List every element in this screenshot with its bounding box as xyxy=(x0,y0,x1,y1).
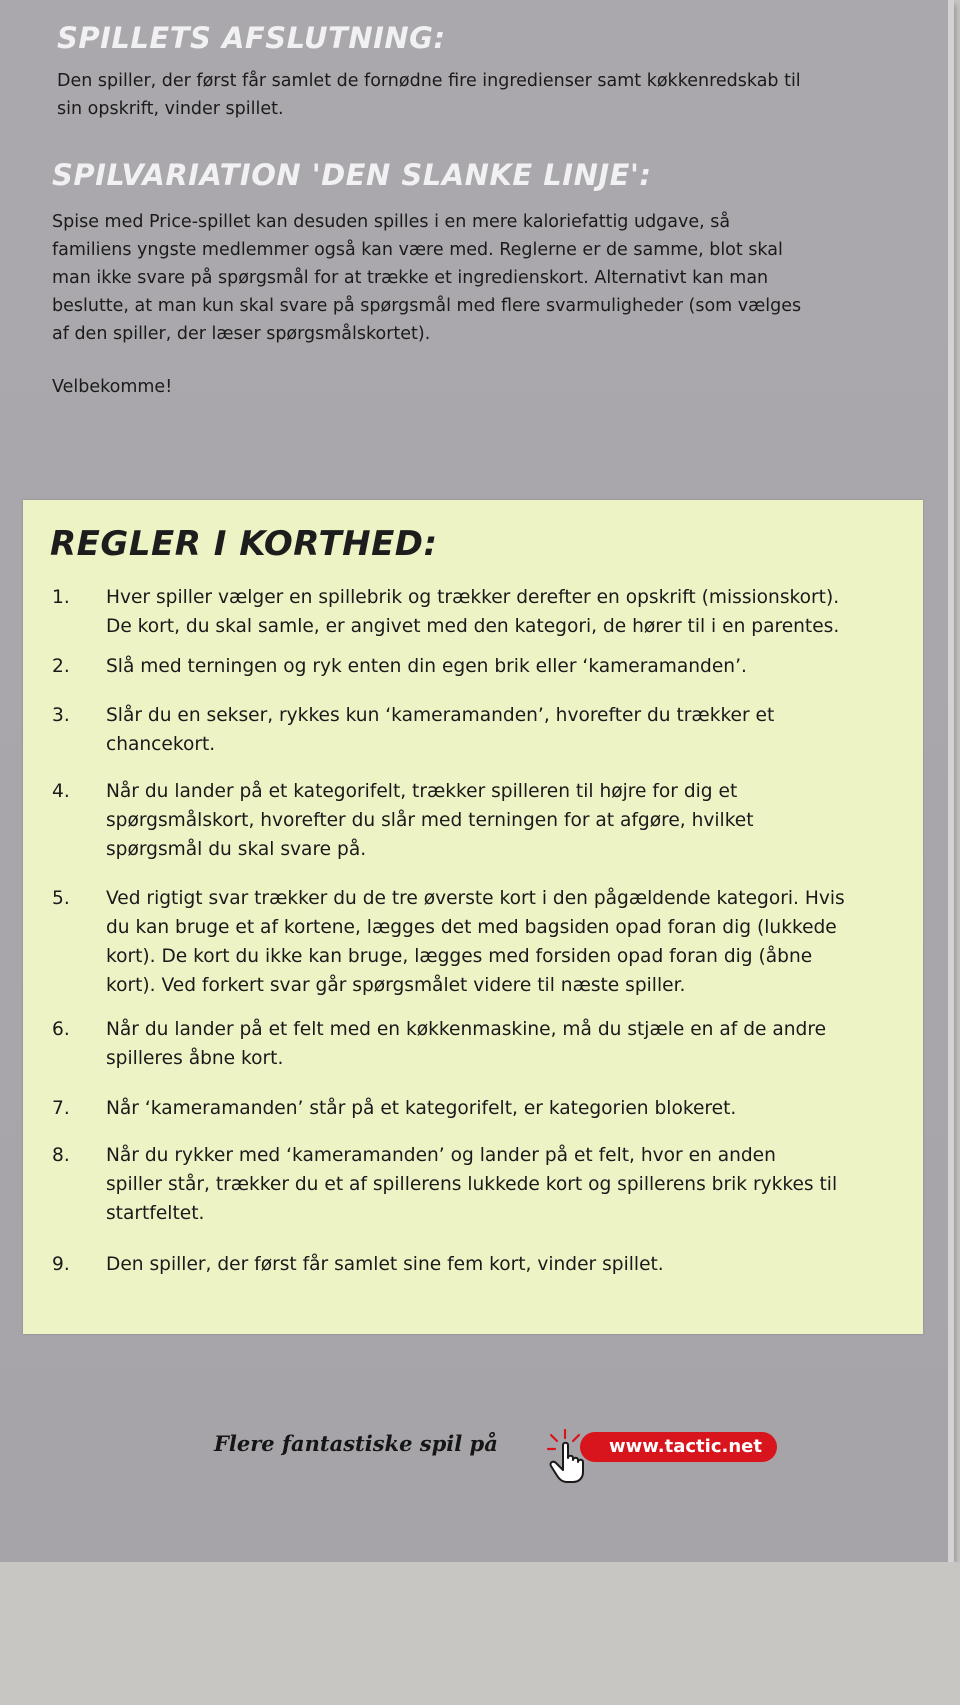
rule-number: 4. xyxy=(52,781,70,802)
paragraph-spilvariation xyxy=(52,208,932,348)
rule-line: spilleres åbne kort. xyxy=(106,1048,284,1069)
rule-text xyxy=(106,701,926,759)
rule-number: 6. xyxy=(52,1019,70,1040)
rule-number: 2. xyxy=(52,656,70,677)
text-line: man ikke svare på spørgsmål for at trække et ingredienskort. Alternativt kan man xyxy=(52,268,769,288)
hand-pointer-icon xyxy=(545,1428,591,1484)
rule-text xyxy=(106,1250,926,1279)
website-link[interactable]: www.tactic.net xyxy=(580,1432,777,1462)
rule-number: 3. xyxy=(52,705,70,726)
rule-line: spørgsmålskort, hvorefter du slår med terningen for at afgøre, hvilket xyxy=(106,810,754,831)
rule-number: 9. xyxy=(52,1254,70,1275)
text-line: af den spiller, der læser spørgsmålskortet). xyxy=(52,324,431,344)
text-line: Spise med Price-spillet kan desuden spilles i en mere kaloriefattig udgave, så xyxy=(52,212,731,232)
text-line: beslutte, at man kun skal svare på spørgsmål med flere svarmuligheder (som vælges xyxy=(52,296,802,316)
rule-line: Slår du en sekser, rykkes kun ‘kameramanden’, hvorefter du trækker et xyxy=(106,705,775,726)
rule-text xyxy=(106,583,926,641)
rule-line: Ved rigtigt svar trækker du de tre øverste kort i den pågældende kategori. Hvis xyxy=(106,888,845,909)
rule-text xyxy=(106,1141,926,1228)
footer-text: Flere fantastiske spil på xyxy=(214,1431,498,1456)
rule-line: spiller står, trækker du et af spillerens lukkede kort og spillerens brik rykkes til xyxy=(106,1174,838,1195)
rule-line: kort). De kort du ikke kan bruge, lægges med forsiden opad foran dig (åbne xyxy=(106,946,813,967)
table-surface xyxy=(0,1562,960,1705)
rule-line: chancekort. xyxy=(106,734,216,755)
rule-line: Når du lander på et kategorifelt, trækker spilleren til højre for dig et xyxy=(106,781,738,802)
rule-number: 7. xyxy=(52,1098,70,1119)
rule-number: 1. xyxy=(52,587,70,608)
rule-text xyxy=(106,1015,926,1073)
paragraph-spillets-afslutning xyxy=(57,67,917,123)
rule-line: Hver spiller vælger en spillebrik og trækker derefter en opskrift (missionskort). xyxy=(106,587,840,608)
rule-line: kort). Ved forkert svar går spørgsmålet videre til næste spiller. xyxy=(106,975,686,996)
text-line: familiens yngste medlemmer også kan være med. Reglerne er de samme, blot skal xyxy=(52,240,783,260)
text-line: Den spiller, der først får samlet de fornødne fire ingredienser samt køkkenredskab til xyxy=(57,71,801,91)
rule-number: 5. xyxy=(52,888,70,909)
rule-text xyxy=(106,1094,926,1123)
rule-line: Den spiller, der først får samlet sine fem kort, vinder spillet. xyxy=(106,1254,664,1275)
rule-line: startfeltet. xyxy=(106,1203,205,1224)
heading-spilvariation: SPILVARIATION 'DEN SLANKE LINJE': xyxy=(52,158,652,192)
rule-line: Når du lander på et felt med en køkkenmaskine, må du stjæle en af de andre xyxy=(106,1019,827,1040)
rule-number: 8. xyxy=(52,1145,70,1166)
rule-line: De kort, du skal samle, er angivet med den kategori, de hører til i en parentes. xyxy=(106,616,840,637)
rule-line: Når du rykker med ‘kameramanden’ og lander på et felt, hvor en anden xyxy=(106,1145,776,1166)
closing-text: Velbekomme! xyxy=(52,377,173,397)
rule-line: du kan bruge et af kortene, lægges det med bagsiden opad foran dig (lukkede xyxy=(106,917,837,938)
rule-line: Når ‘kameramanden’ står på et kategorifelt, er kategorien blokeret. xyxy=(106,1098,737,1119)
rules-title: REGLER I KORTHED: xyxy=(50,524,438,564)
rule-line: Slå med terningen og ryk enten din egen brik eller ‘kameramanden’. xyxy=(106,656,747,677)
rule-text xyxy=(106,652,926,681)
rule-text xyxy=(106,777,926,864)
heading-spillets-afslutning: SPILLETS AFSLUTNING: xyxy=(57,21,446,55)
text-line: sin opskrift, vinder spillet. xyxy=(57,99,284,119)
rule-line: spørgsmål du skal svare på. xyxy=(106,839,367,860)
rule-text xyxy=(106,884,926,1000)
